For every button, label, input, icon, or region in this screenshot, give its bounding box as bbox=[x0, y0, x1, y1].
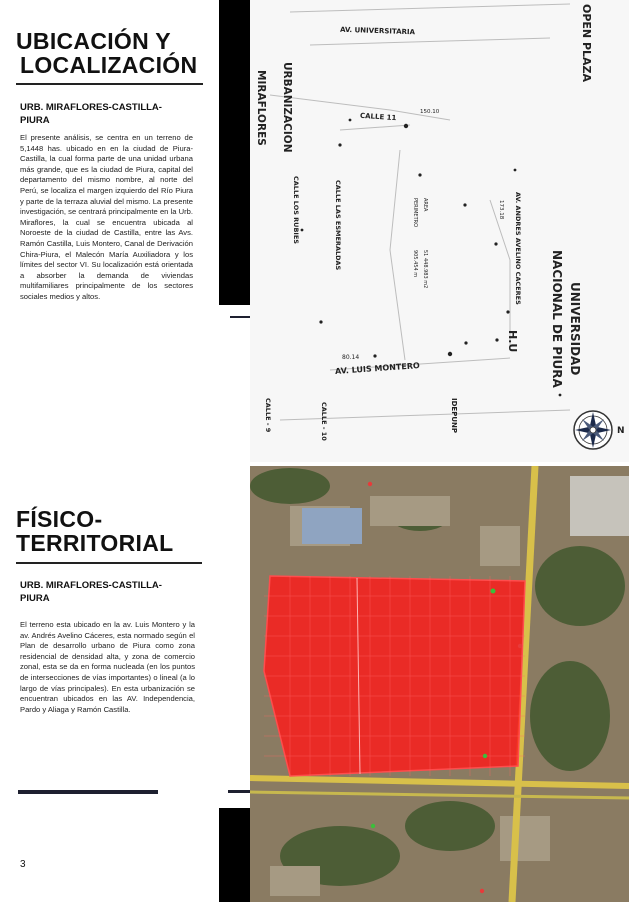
map-label-calle-los-rubies: CALLE LOS RUBIES bbox=[292, 176, 300, 244]
section2-bottom-rule bbox=[18, 790, 158, 794]
map-label-universidad: UNIVERSIDAD bbox=[568, 282, 582, 376]
map-label-av-caceres: AV. ANDRES AVELINO CACERES bbox=[514, 192, 522, 305]
section2-title-line2: TERRITORIAL bbox=[16, 530, 174, 556]
satellite-image bbox=[250, 466, 629, 902]
short-rule-top bbox=[230, 316, 250, 318]
section1-subtitle-line2: PIURA bbox=[20, 115, 50, 126]
section2-subtitle-line1: URB. MIRAFLORES-CASTILLA- bbox=[20, 580, 162, 591]
location-map bbox=[250, 0, 629, 462]
map-label-nacional-de-piura: NACIONAL DE PIURA bbox=[550, 250, 564, 388]
map-label-urbanizacion: URBANIZACION bbox=[281, 62, 293, 153]
map-lines bbox=[250, 0, 629, 462]
compass-rose-icon bbox=[574, 411, 612, 449]
map-area-label: AREA bbox=[422, 198, 428, 212]
map-label-open-plaza: OPEN PLAZA bbox=[580, 4, 593, 83]
map-label-av-luis-montero: AV. LUIS MONTERO bbox=[334, 361, 421, 376]
map-perimetro-value: 905.454 m bbox=[412, 250, 418, 278]
map-area-value: 51 448.983 m2 bbox=[422, 250, 428, 289]
page-number: 3 bbox=[20, 859, 26, 870]
black-vertical-bar-top bbox=[219, 0, 250, 305]
map-label-av-universitaria: AV. UNIVERSITARIA bbox=[339, 25, 416, 37]
black-vertical-bar-bottom bbox=[219, 808, 250, 902]
map-label-miraflores: MIRAFLORES bbox=[255, 70, 267, 146]
map-label-calle-9: CALLE - 9 bbox=[264, 398, 272, 433]
map-dimension-right: 173.18 bbox=[498, 200, 504, 220]
map-dimension-top: 150.10 bbox=[420, 109, 440, 115]
map-label-calle-10: CALLE - 10 bbox=[320, 402, 328, 441]
short-rule-bottom bbox=[228, 790, 250, 793]
section1-title-rule bbox=[16, 83, 203, 85]
map-label-idepunp: IDEPUNP bbox=[450, 398, 458, 433]
section1-title-line2: LOCALIZACIÓN bbox=[20, 52, 198, 78]
satellite-drawing bbox=[250, 466, 629, 902]
section2-title-line1: FÍSICO- bbox=[16, 506, 103, 532]
section1-subtitle-line1: URB. MIRAFLORES-CASTILLA- bbox=[20, 102, 162, 113]
section2-title-rule bbox=[16, 562, 202, 564]
section2-subtitle-line2: PIURA bbox=[20, 593, 50, 604]
map-perimetro-label: PERIMETRO bbox=[412, 198, 418, 228]
section2-paragraph: El terreno esta ubicado en la av. Luis Montero y la av. Andrés Avelino Cáceres, esta normado según el Plan de desarrollo urbano de Piura como zona residencial de densidad alta, y zona de comercio zonal, esta se da en forma nucleada (en los puntos de intersecciones de vías importantes) o lineal (a lo largo de vías principales). En esta urbanización se encuentran ubicados en las AV. Independencia, Pardo y Aliaga y Ramón Castilla. bbox=[20, 620, 195, 714]
compass-north-label: N bbox=[617, 426, 625, 436]
map-dimension-bottom: 80.14 bbox=[342, 354, 360, 361]
section1-title-line1: UBICACIÓN Y bbox=[16, 28, 171, 54]
section1-paragraph: El presente análisis, se centra en un terreno de 5,1448 has. ubicado en en la ciudad de Piura-Castilla, la cual forma parte de una unidad urbana más grande, que es la ciudad de Piura, capital del departamento del mismo nombre, al norte del Perú, se localiza el margen izquierdo del Río Piura y parte de la terraza aluvial del mismo. La presente investigación, se centrará principalmente en la Urb. Miraflores, la cual se encuentra ubicada al Noroeste de la ciudad de Castilla, entre las Avs. Ramón Castilla, Luis Montero, Canal de Derivación Chira-Piura, el Malecón María Auxiliadora y los límites del sector VI. Su localización está orientada a absorber la demanda de viviendas multifamiliares principalmente de los sectores sociales medios y altos. bbox=[20, 133, 193, 301]
map-label-calle-11: CALLE 11 bbox=[359, 111, 397, 123]
map-label-hu: H.U bbox=[506, 330, 519, 353]
map-label-calle-esmeraldas: CALLE LAS ESMERALDAS bbox=[334, 180, 342, 271]
